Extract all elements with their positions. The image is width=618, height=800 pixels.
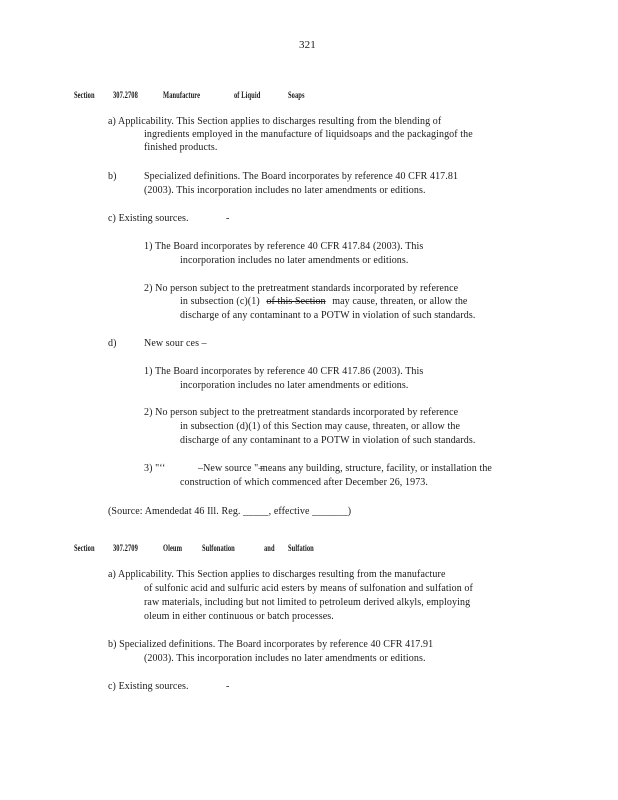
text-span: in subsection (c)(1) [180,296,260,307]
text-line: 2) No person subject to the pretreatment standards incorporated by reference [144,283,459,294]
section-label: Section [74,90,95,100]
text-line: 3) "‘‘ [144,463,166,474]
struck-text: of this Section [266,296,326,307]
text-line: a) Applicability. This Section applies to discharges resulting from the blending of [108,116,442,127]
text-line: c) Existing sources. [108,681,189,692]
section-number: 307.2708 [113,90,138,100]
text-line: means any building, structure, facility, or installation the [260,463,492,474]
text-line: 2) No person subject to the pretreatment standards incorporated by reference [144,407,459,418]
page-number: 321 [299,39,316,51]
text-line: incorporation includes no later amendments or editions. [180,255,409,266]
text-line: Specialized definitions. The Board incorporates by reference 40 CFR 417.81 [144,171,459,182]
text-line: incorporation includes no later amendments or editions. [180,380,409,391]
text-line: 1) The Board incorporates by reference 40 CFR 417.86 (2003). This [144,366,424,377]
text-line: a) Applicability. This Section applies to discharges resulting from the manufacture [108,569,446,580]
text-line: of sulfonic acid and sulfuric acid esters by means of sulfonation and sulfation of [144,583,473,594]
source-note: (Source: Amendedat 46 Ill. Reg. _____, effective _______) [108,506,352,517]
section-title-part: Oleum [163,543,183,553]
text-line: oleum in either continuous or batch processes. [144,611,334,622]
item-marker: b) [108,171,117,182]
dash: - [226,213,230,224]
section-title-part: and [264,543,275,553]
text-line: (2003). This incorporation includes no later amendments or editions. [144,653,426,664]
section-label: Section [74,543,95,553]
text-line [180,295,467,309]
text-line: raw materials, including but not limited to petroleum derived alkyls, employing [144,597,471,608]
section-title-part: Manufacture [163,90,201,100]
text-line: –New source "– [198,463,264,474]
text-line: New sour ces – [144,338,207,349]
text-line: discharge of any contaminant to a POTW in violation of such standards. [180,310,476,321]
text-line: c) Existing sources. [108,213,189,224]
section-title-part: of Liquid [234,90,261,100]
text-line: finished products. [144,142,218,153]
text-line: ingredients employed in the manufacture of liquidsoaps and the packagingof the [144,129,473,140]
text-line: discharge of any contaminant to a POTW in violation of such standards. [180,435,476,446]
section-number: 307.2709 [113,543,138,553]
section-title-part: Sulfation [288,543,314,553]
text-line: b) Specialized definitions. The Board incorporates by reference 40 CFR 417.91 [108,639,434,650]
text-span: may cause, threaten, or allow the [332,296,468,307]
item-marker: d) [108,338,117,349]
text-line: in subsection (d)(1) of this Section may cause, threaten, or allow the [180,421,460,432]
section-title-part: Sulfonation [202,543,235,553]
text-line: 1) The Board incorporates by reference 40 CFR 417.84 (2003). This [144,241,424,252]
section-title-part: Soaps [288,90,305,100]
text-line: construction of which commenced after December 26, 1973. [180,477,429,488]
text-line: (2003). This incorporation includes no later amendments or editions. [144,185,426,196]
dash: - [226,681,230,692]
